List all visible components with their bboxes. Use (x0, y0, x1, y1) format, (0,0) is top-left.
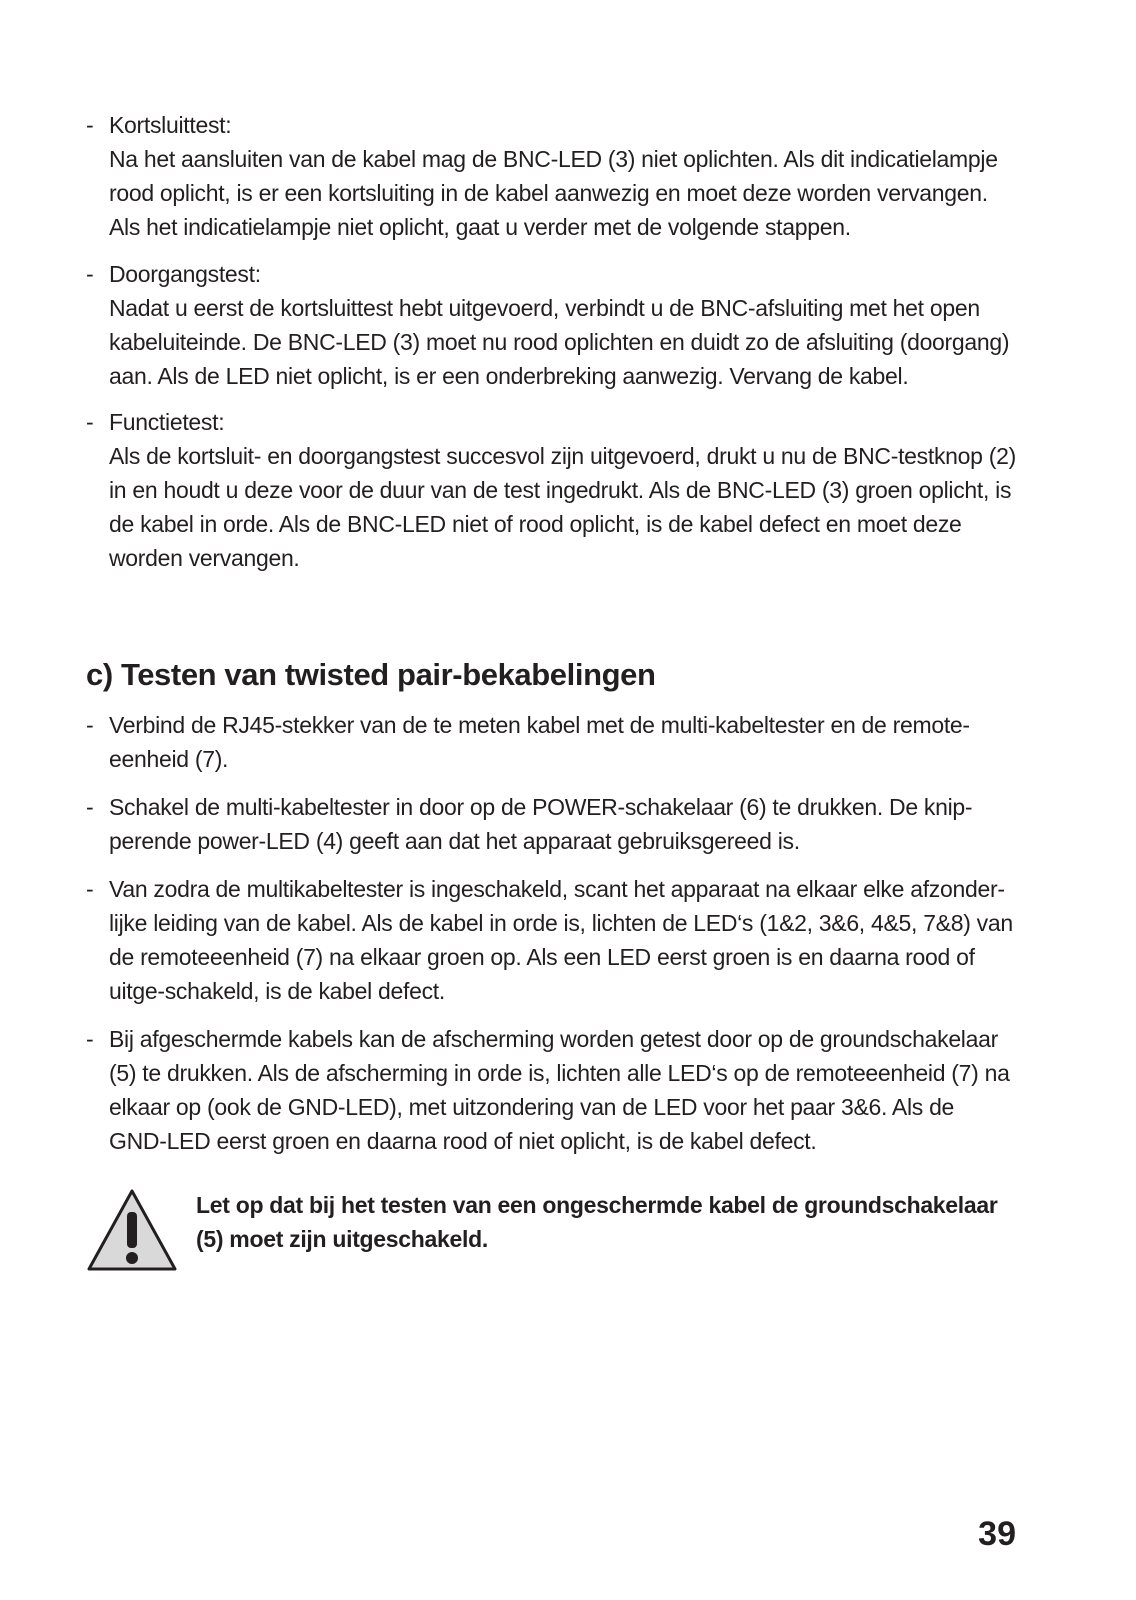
list-item-scan (86, 872, 1016, 1008)
section-heading: c) Testen van twisted pair-bekabelingen (86, 657, 656, 692)
list-item-text (109, 405, 1016, 575)
list-dash: - (86, 261, 94, 287)
list-item-text (109, 257, 1016, 393)
list-item-text: Verbind de RJ45-stekker van de te meten kabel met de multi-kabeltester en de remote-eenheid (7). (109, 712, 970, 772)
warning-triangle-icon (86, 1188, 178, 1272)
list-item-text: Schakel de multi-kabeltester in door op de POWER-schakelaar (6) te drukken. De knip-perende power-LED (4) geeft aan dat het apparaat gebruiksgereed is. (109, 794, 973, 854)
list-dash: - (86, 876, 94, 902)
list-item-connect (86, 708, 1016, 776)
list-dash: - (86, 112, 94, 138)
list-item-power-on (86, 790, 1016, 858)
item-body: Na het aansluiten van de kabel mag de BNC-LED (3) niet oplichten. Als dit indicatielampje rood oplicht, is er een kortsluiting in de kabel aanwezig en moet deze worden vervangen. Als het indicatielampje niet oplicht, gaat u verder met de volgende stappen. (109, 146, 998, 240)
list-dash: - (86, 712, 94, 738)
item-body: Nadat u eerst de kortsluittest hebt uitgevoerd, verbindt u de BNC-afsluiting met het open kabeluiteinde. De BNC-LED (3) moet nu rood oplichten en duidt zo de afsluiting (doorgang) aan. Als de LED niet oplicht, is er een onderbreking aanwezig. Vervang de kabel. (109, 295, 1010, 389)
list-item-kortsluittest (86, 108, 1016, 244)
list-item-shielded (86, 1022, 1016, 1158)
item-title: Functietest: (109, 409, 225, 435)
list-item-text (109, 108, 1016, 244)
page-number: 39 (978, 1515, 1016, 1553)
list-item-text: Van zodra de multikabeltester is ingeschakeld, scant het apparaat na elkaar elke afzonder-lijke leiding van de kabel. Als de kabel in orde is, lichten de LED‘s (1&2, 3&6, 4&5, 7&8) van de remoteeenheid (7) na elkaar groen op. Als een LED eerst groen is en daarna rood of uitge-schakeld, is de kabel defect. (109, 876, 1013, 1004)
list-dash: - (86, 1026, 94, 1052)
warning-text: Let op dat bij het testen van een ongeschermde kabel de groundschakelaar (5) moet zijn uitgeschakeld. (196, 1192, 998, 1252)
list-item-text: Bij afgeschermde kabels kan de afscherming worden getest door op de groundschakelaar (5) te drukken. Als de afscherming in orde is, lichten alle LED‘s op de remoteeenheid (7) na elkaar op (ook de GND-LED), met uitzondering van de LED voor het paar 3&6. Als de GND-LED eerst groen en daarna rood of niet oplicht, is de kabel defect. (109, 1026, 1010, 1154)
list-item-functietest (86, 405, 1016, 575)
item-title: Kortsluittest: (109, 112, 232, 138)
list-item-doorgangstest (86, 257, 1016, 393)
list-dash: - (86, 794, 94, 820)
item-body: Als de kortsluit- en doorgangstest succesvol zijn uitgevoerd, drukt u nu de BNC-testknop (2) in en houdt u deze voor de duur van de test ingedrukt. Als de BNC-LED (3) groen oplicht, is de kabel in orde. Als de BNC-LED niet of rood oplicht, is de kabel defect en moet deze worden vervangen. (109, 443, 1016, 571)
item-title: Doorgangstest: (109, 261, 261, 287)
warning-notice (86, 1188, 1016, 1278)
list-dash: - (86, 409, 94, 435)
